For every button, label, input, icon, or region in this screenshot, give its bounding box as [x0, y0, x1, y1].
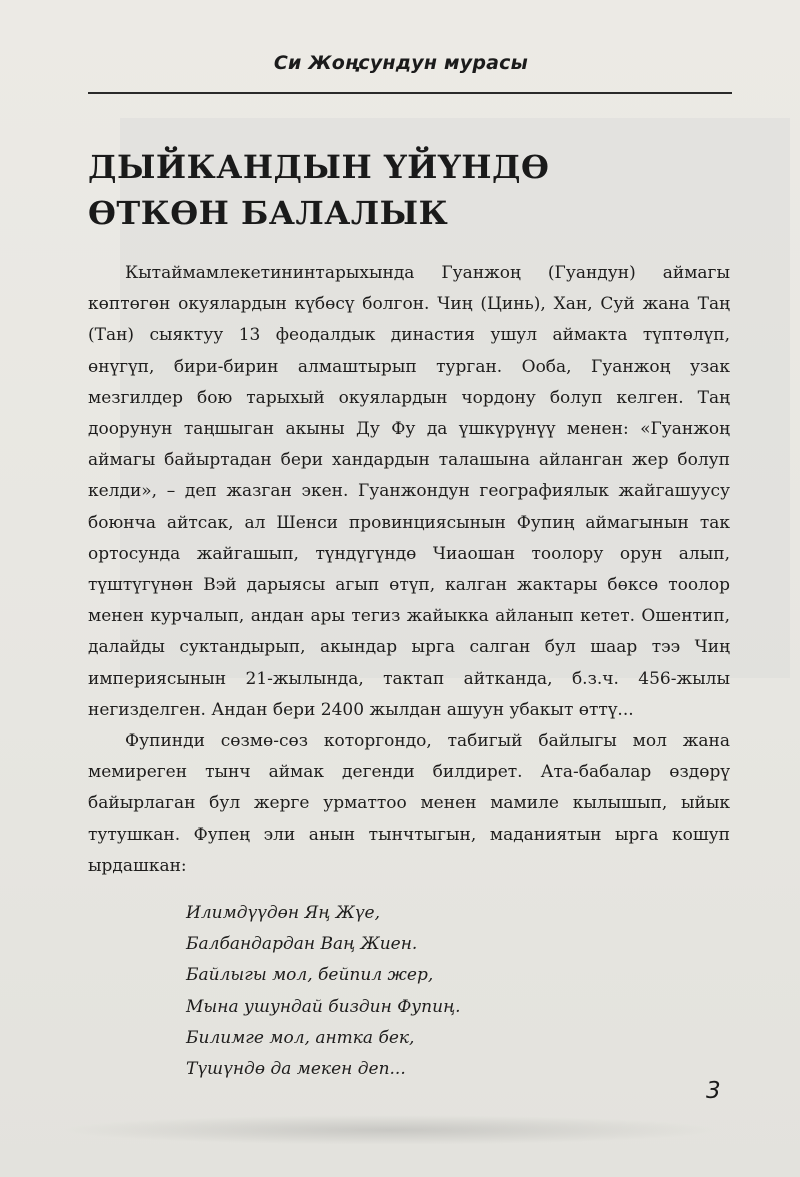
- chapter-title-line-2: ӨТКӨН БАЛАЛЫК: [88, 194, 449, 232]
- poem-line: Мына ушундай биздин Фупиң.: [186, 996, 461, 1017]
- header-rule: [88, 92, 732, 94]
- poem-line: Илимдүүдөн Яң Жүе,: [186, 903, 380, 923]
- body-text: [88, 258, 730, 882]
- paragraph-1: Кытаймамлекетининтарыхында Гуанжоң (Гуандун) аймагы көптөгөн окуялардын күбөсү болгон. Чиң (Цинь), Хан, Суй жана Таң (Тан) сыяктуу 13 феодалдык династия ушул аймакта түптөлүп, өнүгүп, бири-бирин алмаштырып турган. Ооба, Гуанжоң узак мезгилдер бою тарыхый окуялардын чордону болуп келген. Таң доорунун таңшыган акыны Ду Фу да үшкүрүнүү менен: «Гуанжоң аймагы байыртадан бери хандардын талашына айланган жер болуп келди», – деп жазган экен. Гуанжондун географиялык жайгашуусу боюнча айтсак, ал Шенси провинциясынын Фупиң аймагынын так ортосунда жайгашып, түндүгүндө Чиаошан тоолору орун алып, түштүгүнөн Вэй дарыясы агып өтүп, калган жактары бөксө тоолор менен курчалып, андан ары тегиз жайыкка айланып кетет. Ошентип, далайды суктандырып, акындар ырга салган бул шаар тээ Чиң империясынын 21-жылында, тактап айтканда, б.з.ч. 456-жылы негизделген. Андан бери 2400 жылдан ашуун убакыт өттү...: [88, 263, 730, 720]
- running-head: Си Жоңсундун мурасы: [273, 52, 528, 74]
- poem-line: Билимге мол, антка бек,: [186, 1027, 415, 1048]
- poem-line: Түшүндө да мекен деп...: [186, 1059, 406, 1080]
- chapter-title-line-1: ДЫЙКАНДЫН ҮЙҮНДӨ: [88, 148, 550, 186]
- chapter-title: [88, 144, 549, 236]
- poem: [186, 898, 461, 1085]
- bottom-edge-shadow: [60, 1115, 720, 1145]
- poem-line: Балбандардан Ваң Жиен.: [186, 934, 418, 955]
- page-number: 3: [706, 1078, 721, 1104]
- poem-line: Байлыгы мол, бейпил жер,: [186, 965, 434, 986]
- paragraph-2: Фупинди сөзмө-сөз которгондо, табигый байлыгы мол жана мемиреген тынч аймак дегенди билдирет. Ата-бабалар өздөрү байырлаган бул жерге урматтоо менен мамиле кылышып, ыйык тутушкан. Фупең эли анын тынчтыгын, маданиятын ырга кошуп ырдашкан:: [88, 731, 730, 876]
